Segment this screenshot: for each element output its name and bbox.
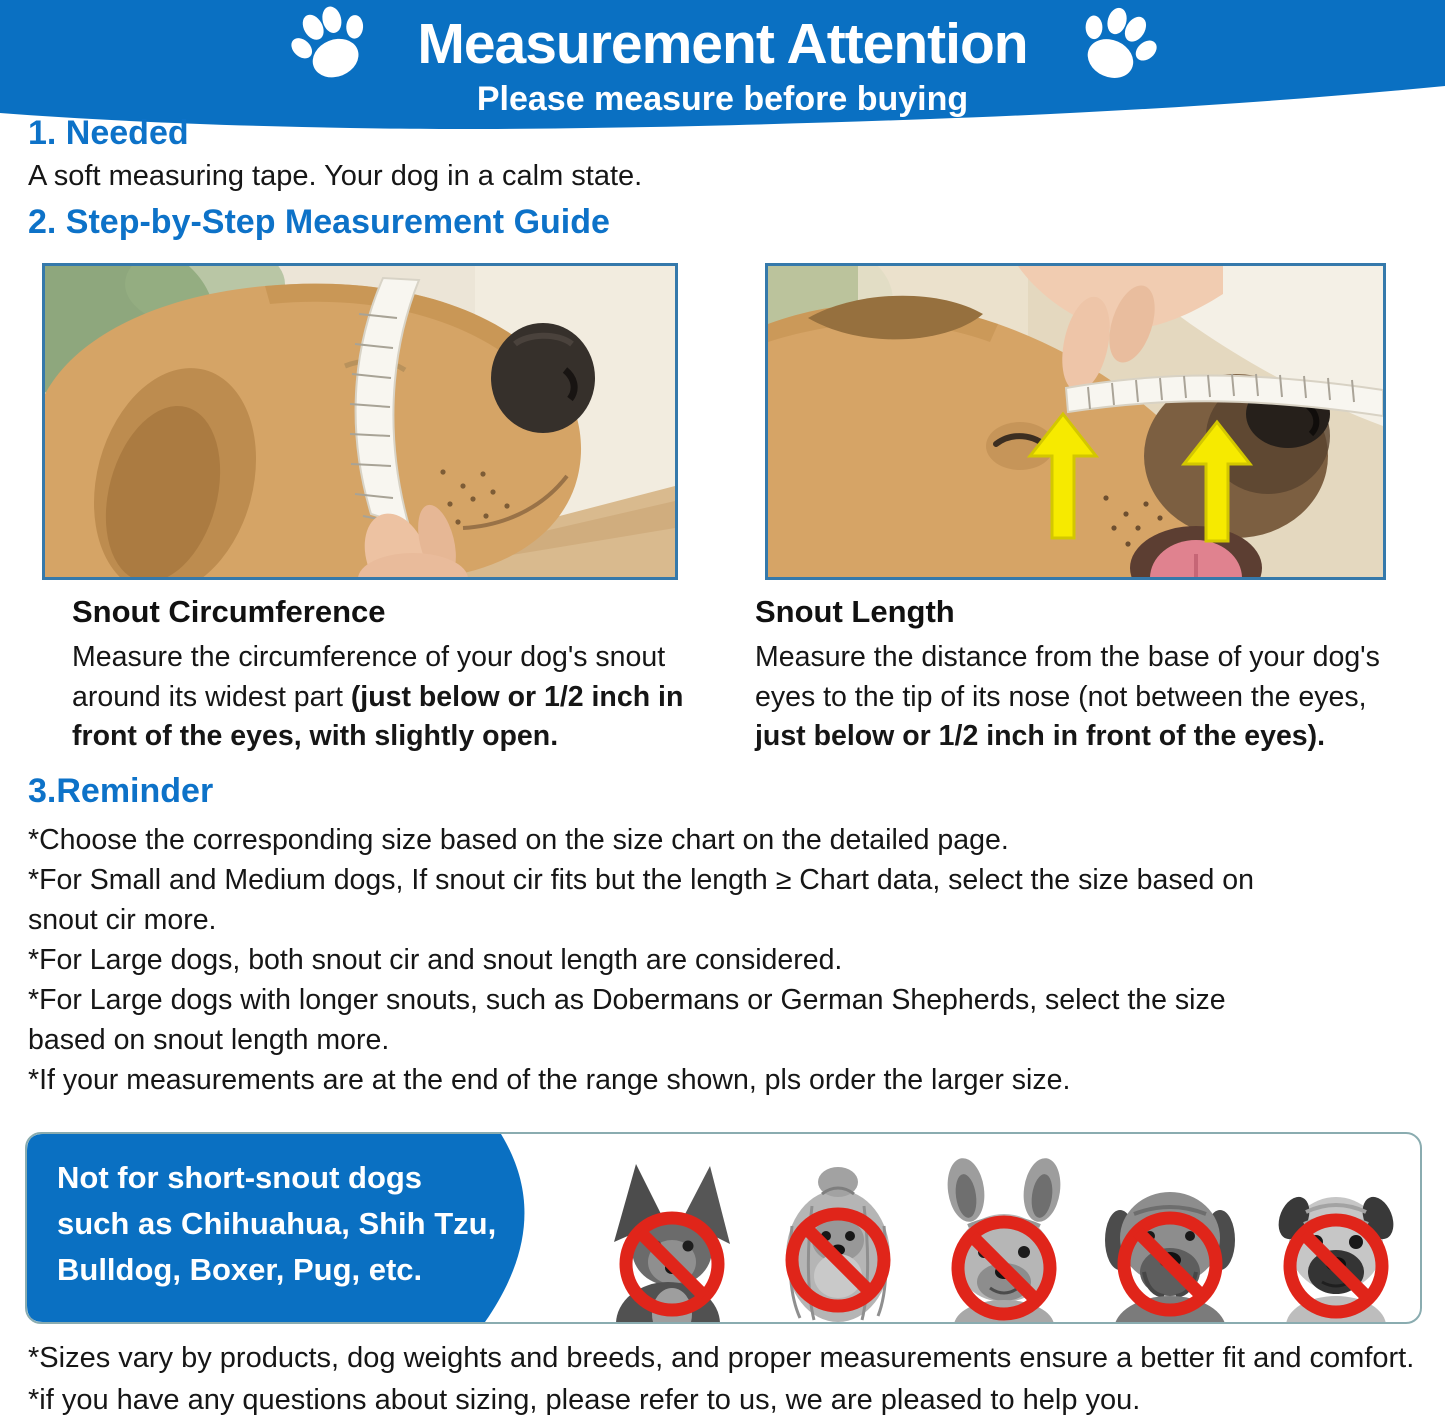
snout-circumference-caption xyxy=(72,594,732,757)
banned-dog-shih-tzu xyxy=(762,1156,914,1322)
reminder-line: *Choose the corresponding size based on the size chart on the detailed page. xyxy=(28,824,1009,856)
reminder-line: *If your measurements are at the end of the range shown, pls order the larger size. xyxy=(28,1064,1071,1096)
reminder-list xyxy=(28,820,1428,1100)
caption-line: Measure the distance from the base of your dog's xyxy=(755,641,1380,673)
caption-line xyxy=(755,717,1405,757)
page-title: Measurement Attention xyxy=(417,12,1028,76)
reminder-line: *For Large dogs, both snout cir and snout length are considered. xyxy=(28,944,843,976)
footer-note: *if you have any questions about sizing, please refer to us, we are pleased to help you. xyxy=(28,1384,1141,1416)
banned-dog-pug xyxy=(1260,1156,1412,1322)
notice-line: such as Chihuahua, Shih Tzu, xyxy=(57,1206,497,1241)
banned-dog-mastiff xyxy=(1094,1156,1246,1322)
caption-text-bold: just below or 1/2 inch in front of the eyes). xyxy=(755,720,1326,752)
notice-text xyxy=(57,1155,496,1293)
snout-length-caption xyxy=(755,594,1405,757)
section1-body: A soft measuring tape. Your dog in a calm state. xyxy=(28,160,643,192)
dog-photo-illustration xyxy=(45,266,675,577)
reminder-line: based on snout length more. xyxy=(28,1024,390,1056)
caption-line: Measure the circumference of your dog's snout xyxy=(72,641,666,673)
dog-photo-illustration xyxy=(768,266,1383,577)
snout-length-photo xyxy=(765,263,1386,580)
reminder-line: *For Small and Medium dogs, If snout cir fits but the length ≥ Chart data, select the size based on xyxy=(28,864,1254,896)
caption-text-bold: front of the eyes, with slightly open. xyxy=(72,720,559,752)
caption-text-bold: (just below or 1/2 inch in xyxy=(350,680,684,713)
caption-line xyxy=(72,717,732,757)
caption-title: Snout Length xyxy=(755,594,955,629)
section2-heading: 2. Step-by-Step Measurement Guide xyxy=(28,203,610,241)
notice-line: Bulldog, Boxer, Pug, etc. xyxy=(57,1252,423,1287)
not-for-short-snout-dogs-box xyxy=(25,1132,1422,1324)
section3-heading: 3.Reminder xyxy=(28,772,214,810)
caption-title: Snout Circumference xyxy=(72,594,386,629)
banned-dog-french-bulldog xyxy=(928,1156,1080,1322)
caption-text: around its widest part xyxy=(72,680,351,713)
caption-line xyxy=(72,678,732,718)
banned-dogs-row xyxy=(596,1156,1412,1322)
snout-circumference-photo xyxy=(42,263,678,580)
reminder-line: *For Large dogs with longer snouts, such as Dobermans or German Shepherds, select the size xyxy=(28,984,1226,1016)
footer-note: *Sizes vary by products, dog weights and breeds, and proper measurements ensure a better fit and comfort. xyxy=(28,1342,1415,1374)
reminder-line: snout cir more. xyxy=(28,904,217,936)
section1-heading: 1. Needed xyxy=(28,114,189,152)
header-banner xyxy=(0,0,1445,119)
page-subtitle: Please measure before buying xyxy=(476,80,969,118)
banned-dog-chihuahua xyxy=(596,1156,748,1322)
caption-line: eyes to the tip of its nose (not between the eyes, xyxy=(755,680,1367,713)
notice-line: Not for short-snout dogs xyxy=(57,1160,423,1195)
